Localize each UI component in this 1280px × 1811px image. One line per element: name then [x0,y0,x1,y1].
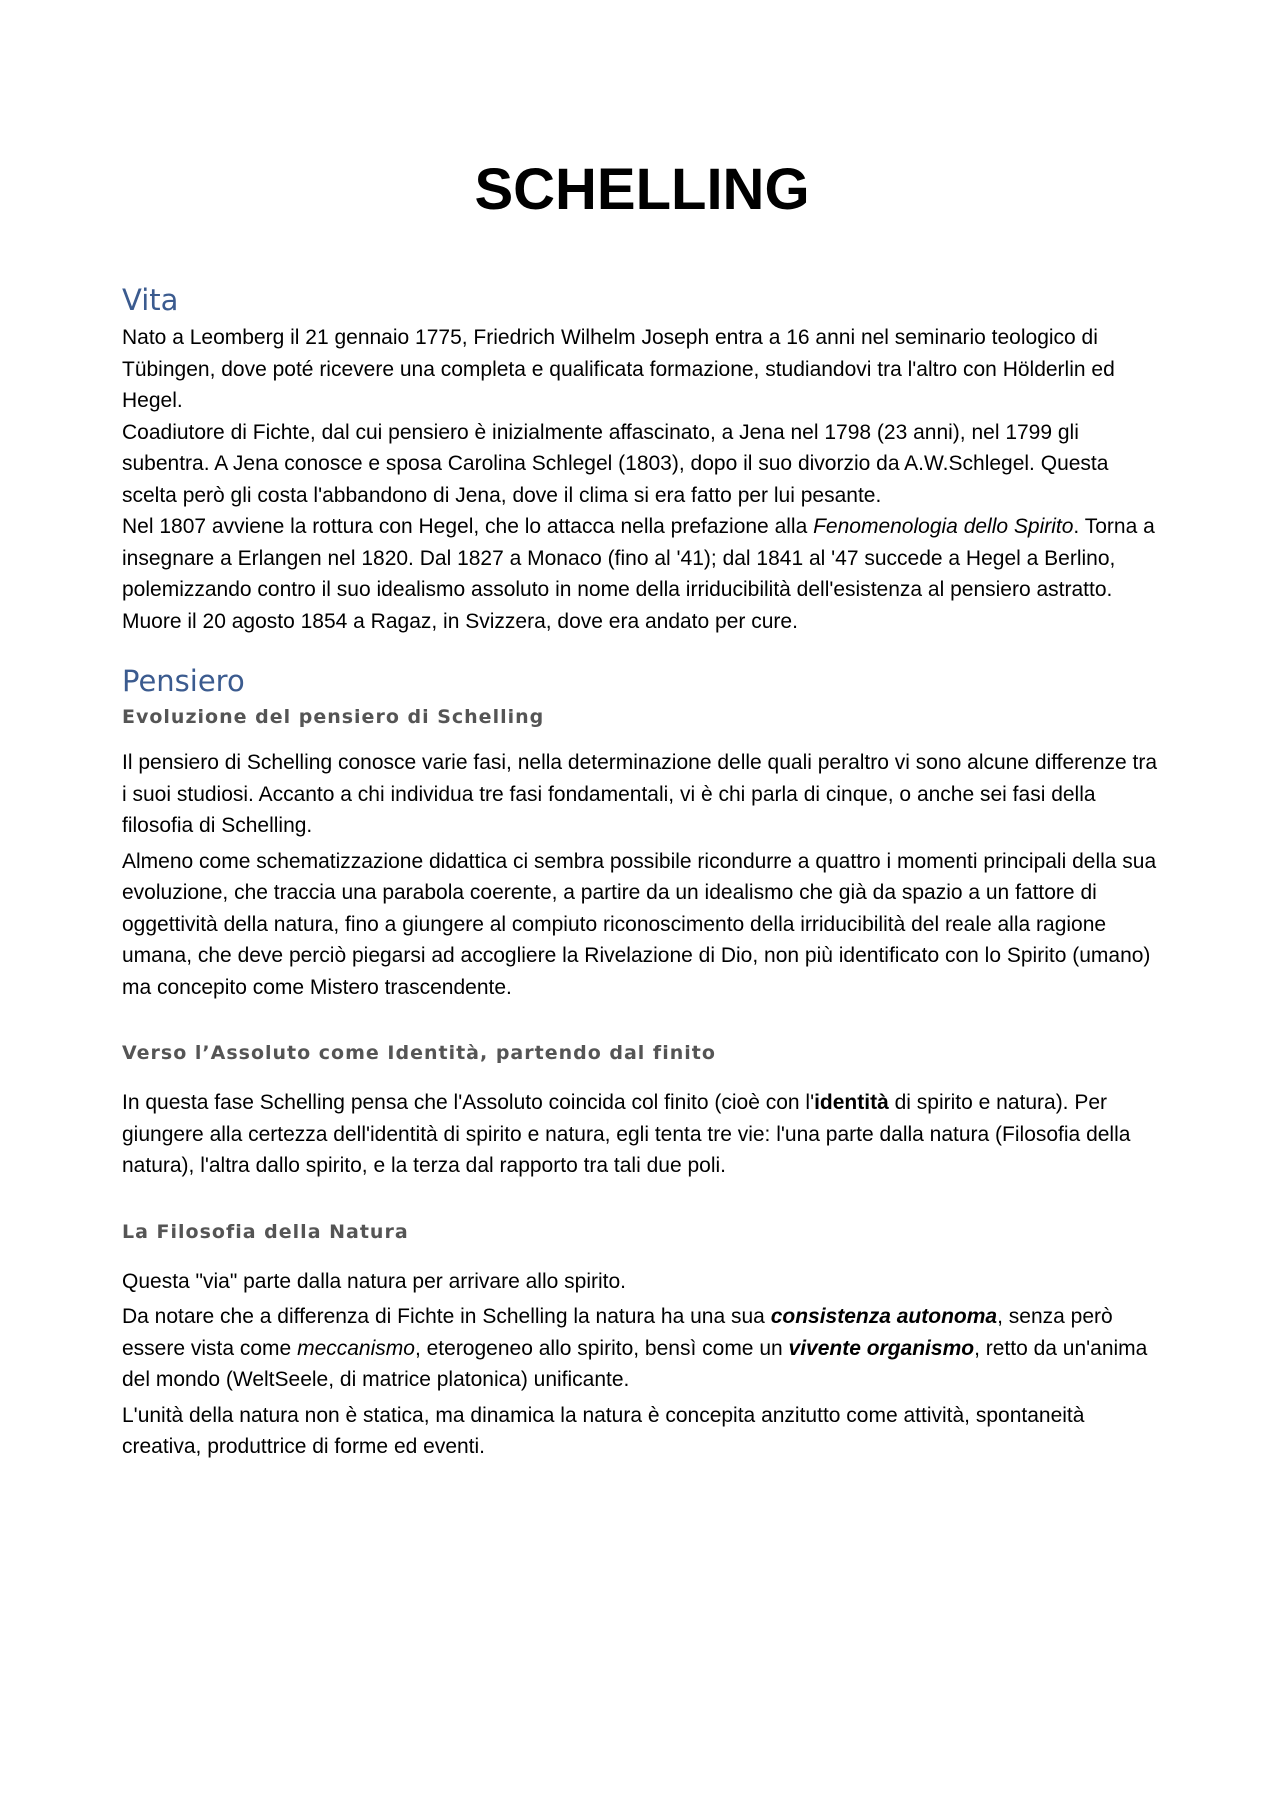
natura-p2-text-b: , senza però essere vista come [122,1305,1113,1360]
section-vita [122,322,1162,637]
natura-p2-consistenza: consistenza autonoma [770,1305,998,1328]
subheading-evoluzione: Evoluzione del pensiero di Schelling [122,706,545,728]
heading-pensiero: Pensiero [122,664,245,698]
vita-paragraph-1: Nato a Leomberg il 21 gennaio 1775, Friedrich Wilhelm Joseph entra a 16 anni nel seminario teologico di Tübingen, dove poté ricevere una completa e qualificata formazione, studiandovi tra l'altro con Hölderlin ed Hegel. [122,326,1115,412]
section-spacer [122,637,1162,663]
section-natura [122,1266,1162,1463]
vita-paragraph-2: Coadiutore di Fichte, dal cui pensiero è inizialmente affascinato, a Jena nel 1798 (23 anni), nel 1799 gli subentra. A Jena conosce e sposa Carolina Schlegel (1803), dopo il suo divorzio da A.W.Schlegel. Questa scelta però gli costa l'abbandono di Jena, dove il clima si era fatto per lui pesante. [122,420,1109,507]
vita-p3-text-b: . Torna a insegnare a Erlangen nel 1820. Dal 1827 a Monaco (fino al '41); dal 1841 al '47 succede a Hegel a Berlino, polemizzando contro il suo idealismo assoluto in nome della irriducibilità dell'esistenza al pensiero astratto. [122,515,1155,601]
natura-paragraph-1: Questa "via" parte dalla natura per arrivare allo spirito. [122,1269,626,1293]
natura-p2-text-d: , retto da un'anima del mondo (WeltSeele, di matrice platonica) unificante. [122,1336,1148,1391]
vita-p3-text-a: Nel 1807 avviene la rottura con Hegel, che lo attacca nella prefazione alla [122,515,814,538]
vita-paragraph-3 [122,511,1162,606]
natura-p2-text-a: Da notare che a differenza di Fichte in Schelling la natura ha una sua [122,1305,771,1328]
natura-paragraph-2 [122,1301,1162,1396]
natura-p2-vivente-organismo: vivente organismo [788,1336,975,1360]
document-content [122,150,1162,1467]
section-evoluzione [122,747,1162,1003]
document-title: SCHELLING [474,157,810,222]
vita-p3-work-title: Fenomenologia dello Spirito [813,515,1074,538]
natura-p2-text-c: , eterogeneo allo spirito, bensì come un [414,1336,789,1360]
assoluto-p1-identita: identità [814,1091,889,1114]
natura-paragraph-3: L'unità della natura non è statica, ma dinamica la natura è concepita anzitutto come attività, spontaneità creativa, produttrice di forme ed eventi. [122,1403,1085,1458]
assoluto-p1-text-b: di spirito e natura). Per giungere alla certezza dell'identità di spirito e natura, egli tenta tre vie: l'una parte dalla natura (Filosofia della natura), l'altra dallo spirito, e la terza dal rapporto tra tali due poli. [122,1091,1131,1177]
assoluto-p1-text-a: In questa fase Schelling pensa che l'Assoluto coincida col finito (cioè con l' [122,1091,815,1114]
vita-paragraph-4: Muore il 20 agosto 1854 a Ragaz, in Svizzera, dove era andato per cure. [122,609,798,633]
subheading-natura: La Filosofia della Natura [122,1220,409,1243]
natura-p2-meccanismo: meccanismo [297,1336,415,1360]
section-assoluto [122,1087,1162,1182]
subheading-assoluto: Verso l’Assoluto come Identità, partendo dal finito [122,1042,716,1064]
heading-vita: Vita [122,283,179,317]
assoluto-paragraph-1 [122,1087,1162,1182]
evoluzione-paragraph-2: Almeno come schematizzazione didattica ci sembra possibile ricondurre a quattro i momenti principali della sua evoluzione, che traccia una parabola coerente, a partire da un idealismo che già da spazio a un fattore di oggettività della natura, fino a giungere al compiuto riconoscimento della irriducibilità del reale alla ragione umana, che deve perciò piegarsi ad accogliere la Rivelazione di Dio, non più identificato con lo Spirito (umano) ma concepito come Mistero trascendente. [122,849,1157,999]
evoluzione-paragraph-1: Il pensiero di Schelling conosce varie fasi, nella determinazione delle quali peraltro vi sono alcune differenze tra i suoi studiosi. Accanto a chi individua tre fasi fondamentali, vi è chi parla di cinque, o anche sei fasi della filosofia di Schelling. [122,751,1158,837]
